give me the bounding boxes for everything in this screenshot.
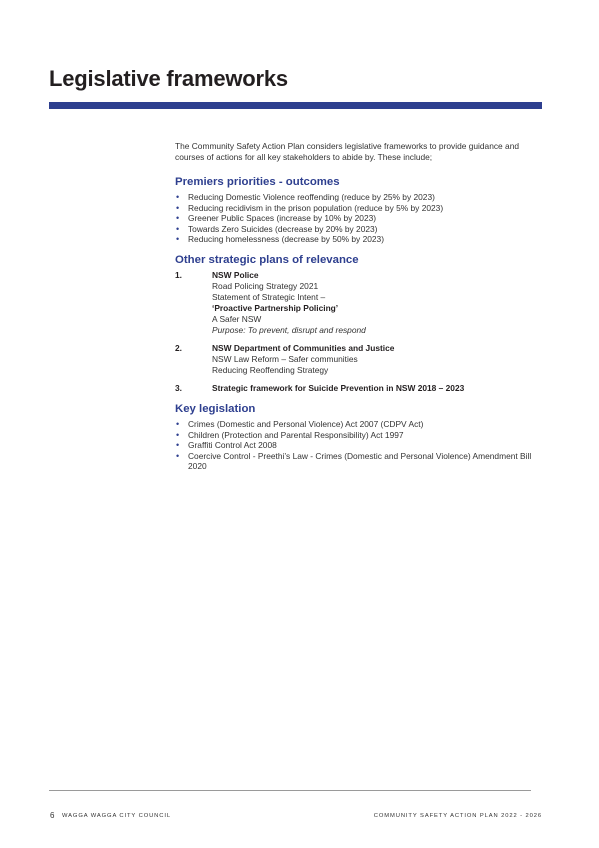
key-legislation-heading: Key legislation (175, 402, 256, 415)
plan-line: Statement of Strategic Intent – (212, 291, 326, 302)
list-item: • Towards Zero Suicides (decrease by 20% by 2023) (176, 223, 378, 234)
bullet-icon: • (176, 429, 180, 440)
list-item: • Coercive Control - Preethi’s Law - Crimes (Domestic and Personal Violence) Amendment Bill 2020 (176, 450, 532, 472)
plan-number: 3. (175, 382, 182, 393)
plan-title: NSW Police (212, 269, 259, 280)
bullet-icon: • (176, 192, 180, 202)
page-title: Legislative frameworks (49, 66, 288, 91)
plan-line: Reducing Reoffending Strategy (212, 364, 329, 375)
list-item: • Children (Protection and Parental Responsibility) Act 1997 (176, 429, 404, 440)
bullet-icon: • (176, 440, 180, 451)
plan-purpose: Purpose: To prevent, disrupt and respond (212, 324, 366, 335)
list-item: • Reducing recidivism in the prison population (reduce by 5% by 2023) (176, 202, 444, 213)
footer-organisation: WAGGA WAGGA CITY COUNCIL (62, 813, 171, 819)
other-plans-list (175, 270, 535, 394)
footer-divider (49, 790, 531, 791)
plan-line: Road Policing Strategy 2021 (212, 280, 319, 291)
bullet-icon: • (176, 234, 180, 245)
key-legislation-list (175, 419, 535, 472)
list-item: • Graffiti Control Act 2008 (176, 440, 277, 451)
premiers-priorities-list (175, 192, 535, 245)
bullet-icon: • (176, 223, 180, 234)
plan-item-communities-justice (175, 343, 535, 376)
intro-paragraph: The Community Safety Action Plan considers legislative frameworks to provide guidance and courses of actions for all key stakeholders to abide by. These include; (175, 141, 520, 162)
main-content (175, 141, 535, 481)
page-number: 6 (50, 811, 55, 820)
premiers-priorities-heading: Premiers priorities - outcomes (175, 176, 340, 188)
list-item: • Greener Public Spaces (increase by 10% by 2023) (176, 213, 377, 224)
bullet-icon: • (176, 450, 180, 461)
bullet-icon: • (176, 418, 180, 429)
plan-number: 2. (175, 342, 182, 353)
other-plans-heading: Other strategic plans of relevance (175, 253, 359, 266)
bullet-icon: • (176, 202, 180, 213)
plan-title: Strategic framework for Suicide Prevention in NSW 2018 – 2023 (212, 382, 465, 393)
plan-title: NSW Department of Communities and Justice (212, 342, 395, 353)
plan-item-suicide-prevention (175, 383, 535, 394)
title-accent-bar (49, 102, 542, 109)
plan-bold-line: ‘Proactive Partnership Policing’ (212, 302, 339, 313)
list-item: • Crimes (Domestic and Personal Violence) Act 2007 (CDPV Act) (176, 418, 424, 429)
bullet-icon: • (176, 213, 180, 224)
plan-line: NSW Law Reform – Safer communities (212, 353, 358, 364)
plan-number: 1. (175, 269, 182, 280)
list-item: • Reducing homelessness (decrease by 50% by 2023) (176, 234, 384, 245)
list-item: • Reducing Domestic Violence reoffending (reduce by 25% by 2023) (176, 192, 435, 202)
plan-line: A Safer NSW (212, 313, 262, 324)
footer-document-title: COMMUNITY SAFETY ACTION PLAN 2022 - 2026 (373, 813, 542, 819)
plan-item-nsw-police (175, 270, 535, 336)
